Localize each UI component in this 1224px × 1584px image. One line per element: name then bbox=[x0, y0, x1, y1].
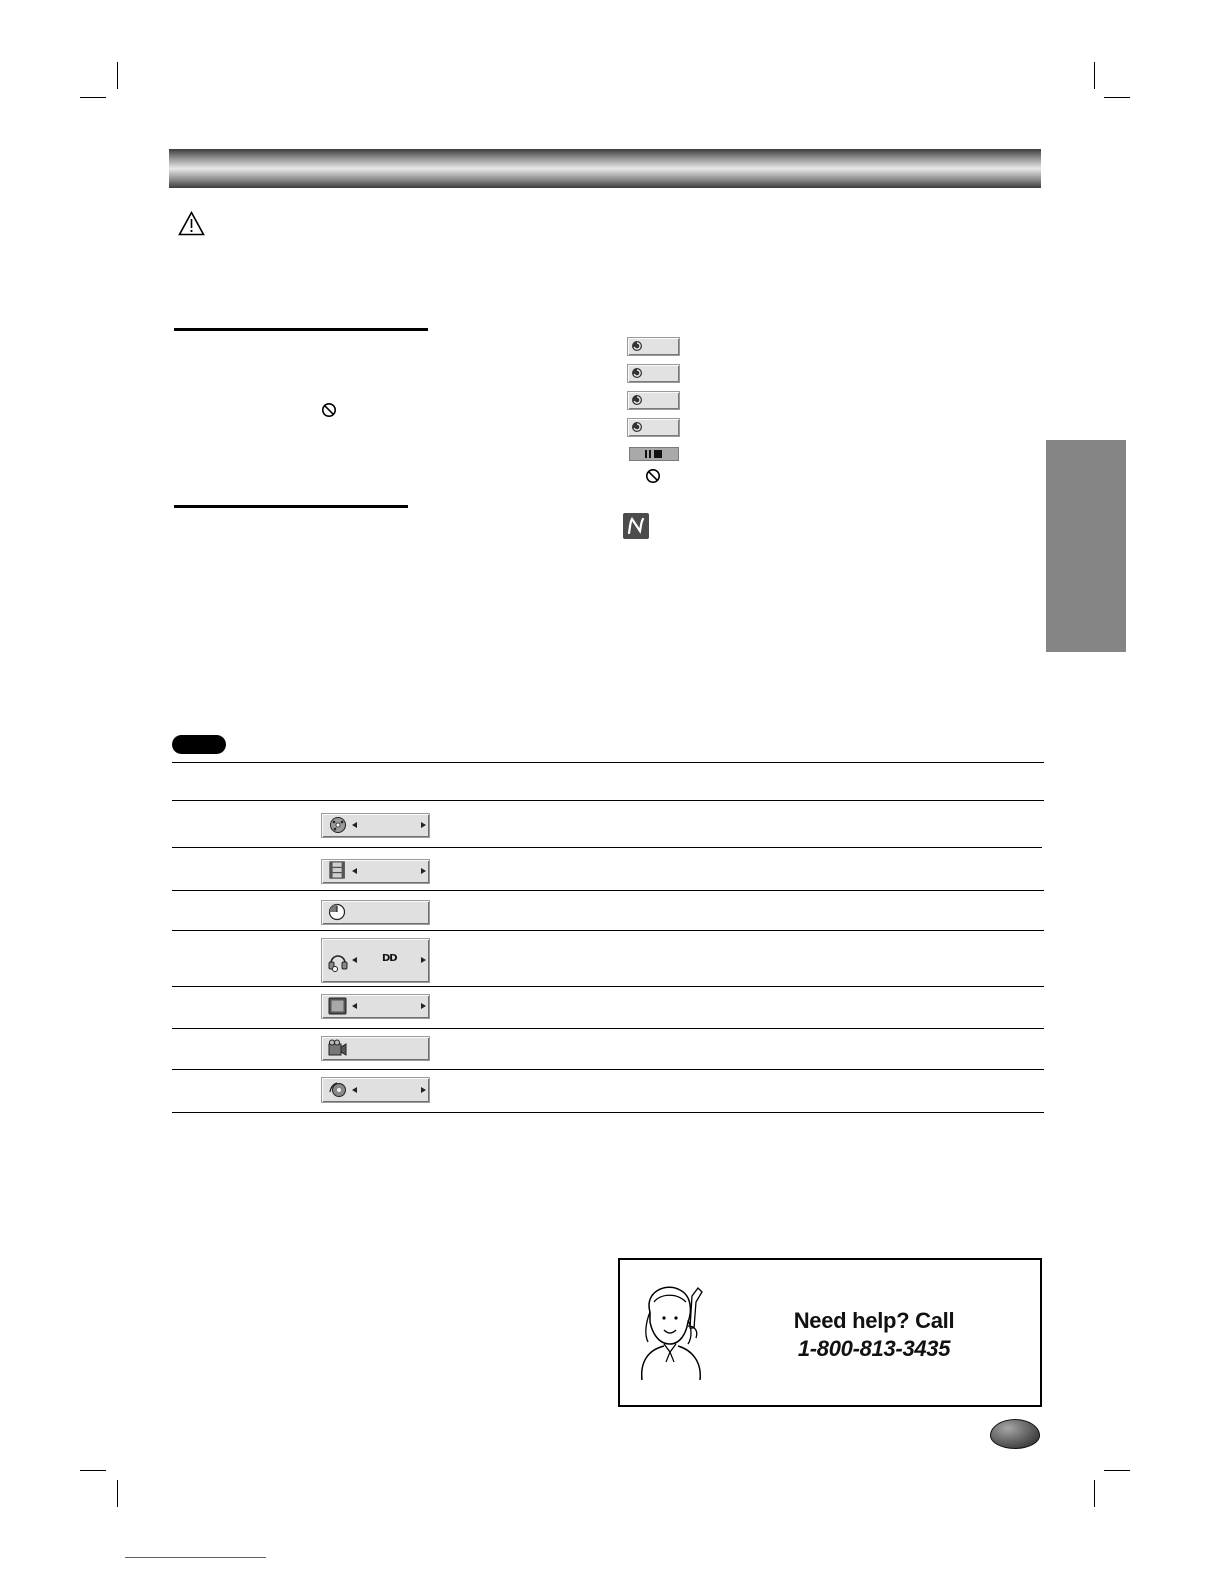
right-arrow-icon bbox=[421, 1087, 426, 1093]
osd-disc-box-4 bbox=[627, 418, 680, 437]
sound-disc-icon bbox=[327, 1080, 349, 1098]
subtitle-screen-icon bbox=[327, 997, 349, 1015]
section-rule-2 bbox=[174, 505, 408, 508]
note-label-pill bbox=[172, 735, 226, 754]
crop-mark-bottom-left-h bbox=[80, 1470, 106, 1471]
help-line-1: Need help? Call bbox=[793, 1308, 955, 1333]
table-row-rule bbox=[172, 1069, 1044, 1070]
crop-mark-bottom-left-v bbox=[117, 1480, 118, 1507]
table-row-rule bbox=[172, 930, 1044, 931]
warning-triangle-icon bbox=[178, 211, 205, 236]
menu-sound-box bbox=[321, 1077, 430, 1103]
table-row-rule bbox=[172, 986, 1044, 987]
left-arrow-icon bbox=[352, 822, 357, 828]
disc-title-icon bbox=[327, 816, 349, 834]
menu-audio-box bbox=[321, 938, 430, 983]
page-number-badge bbox=[990, 1419, 1040, 1449]
section-header-bar bbox=[169, 149, 1041, 188]
table-top-rule bbox=[172, 762, 1044, 763]
crop-mark-top-right-h bbox=[1104, 97, 1130, 98]
crop-mark-top-left-h bbox=[80, 97, 106, 98]
audio-format-value: DD bbox=[382, 953, 397, 964]
left-arrow-icon bbox=[352, 868, 357, 874]
help-phone-number: 1-800-813-3435 bbox=[797, 1336, 951, 1361]
menu-subtitle-box bbox=[321, 994, 430, 1019]
n-note-glyph bbox=[626, 516, 646, 536]
disc-rotation-icon bbox=[631, 421, 643, 433]
osd-disc-box-1 bbox=[627, 337, 680, 356]
headphone-audio-icon bbox=[327, 950, 349, 972]
table-header-rule bbox=[172, 800, 1044, 801]
customer-help-box bbox=[618, 1258, 1042, 1407]
prohibited-circle-icon bbox=[321, 402, 337, 418]
table-row-rule bbox=[172, 847, 1042, 848]
right-arrow-icon bbox=[421, 1003, 426, 1009]
pause-stop-icon bbox=[645, 450, 663, 458]
menu-time-box bbox=[321, 900, 430, 925]
film-chapter-icon bbox=[327, 861, 349, 879]
right-arrow-icon bbox=[421, 957, 426, 963]
right-arrow-icon bbox=[421, 868, 426, 874]
menu-title-box bbox=[321, 813, 430, 838]
right-arrow-icon bbox=[421, 822, 426, 828]
crop-mark-bottom-right-v bbox=[1094, 1480, 1095, 1507]
disc-rotation-icon bbox=[631, 394, 643, 406]
link-underline bbox=[125, 1557, 266, 1558]
menu-angle-box bbox=[321, 1036, 430, 1061]
camera-angle-icon bbox=[327, 1039, 349, 1057]
osd-disc-box-2 bbox=[627, 364, 680, 383]
left-arrow-icon bbox=[352, 957, 357, 963]
section-rule-1 bbox=[174, 328, 428, 331]
menu-chapter-box bbox=[321, 859, 430, 884]
left-arrow-icon bbox=[352, 1087, 357, 1093]
clock-time-icon bbox=[327, 903, 349, 921]
table-row-rule bbox=[172, 1028, 1044, 1029]
disc-rotation-icon bbox=[631, 340, 643, 352]
person-on-phone-icon bbox=[636, 1282, 708, 1382]
crop-mark-bottom-right-h bbox=[1104, 1470, 1130, 1471]
table-bottom-rule bbox=[172, 1112, 1044, 1113]
pause-stop-display-bar bbox=[629, 447, 679, 461]
table-row-rule bbox=[172, 890, 1044, 891]
left-arrow-icon bbox=[352, 1003, 357, 1009]
crop-mark-top-left-v bbox=[117, 62, 118, 89]
osd-disc-box-3 bbox=[627, 391, 680, 410]
chapter-side-tab bbox=[1046, 440, 1126, 652]
disc-rotation-icon bbox=[631, 367, 643, 379]
crop-mark-top-right-v bbox=[1094, 62, 1095, 89]
n-note-icon bbox=[623, 513, 649, 539]
prohibited-circle-icon bbox=[645, 468, 661, 484]
